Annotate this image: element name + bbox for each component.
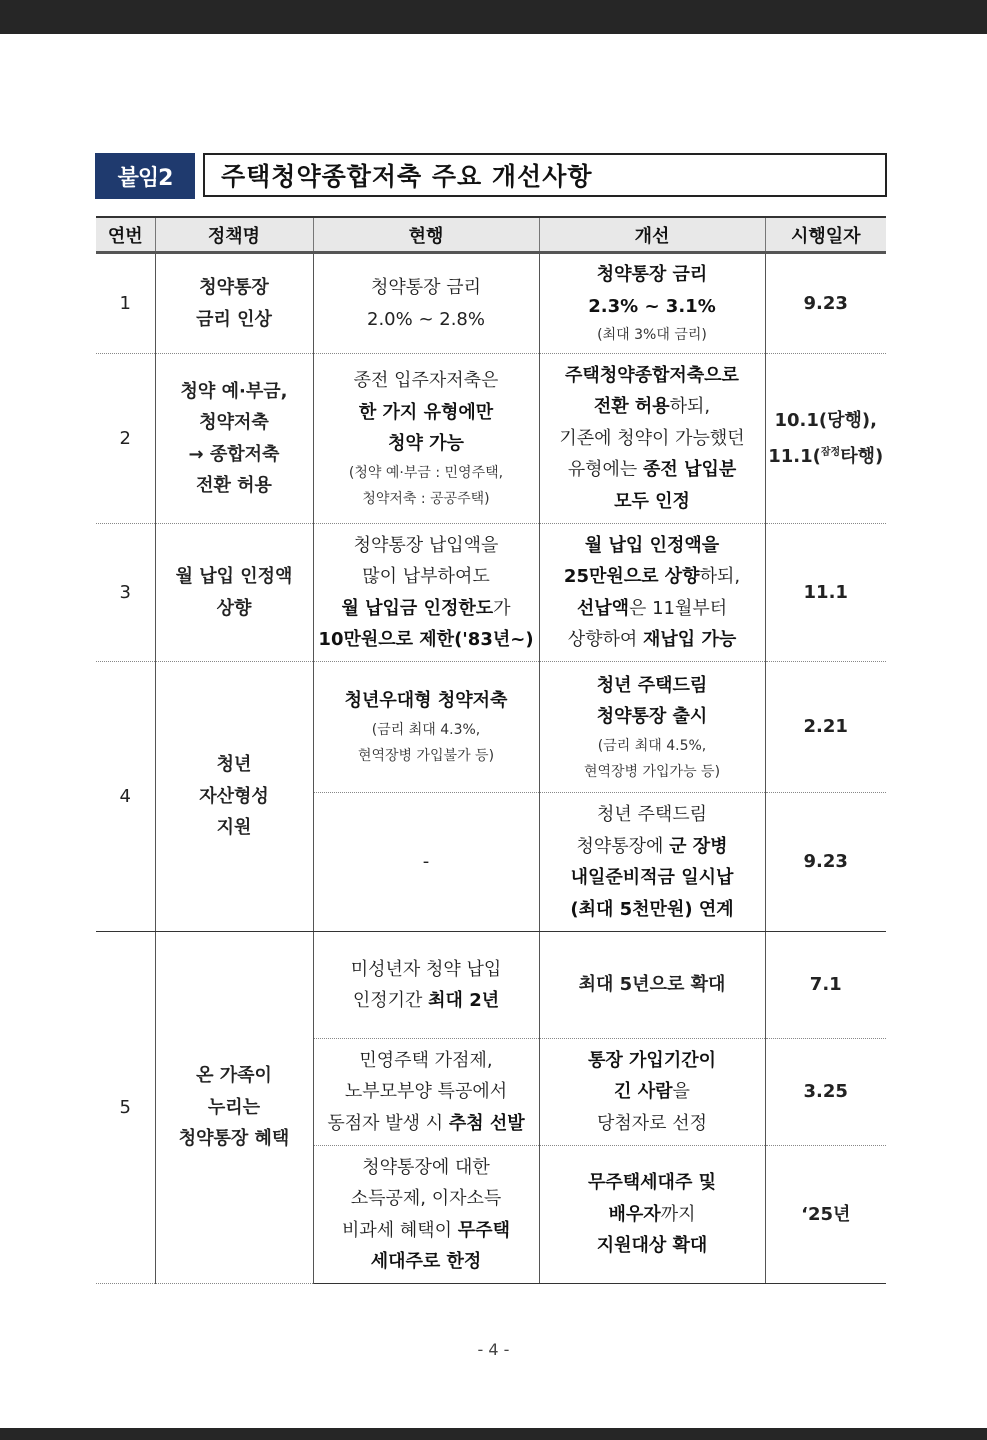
improved-text: 을	[672, 1081, 690, 1103]
row-number: 5	[96, 932, 155, 1284]
current-line: 청약통장 납입액을	[353, 534, 499, 556]
date-line	[768, 437, 885, 473]
improved-line: 2.3% ~ 3.1%	[588, 295, 716, 317]
improved-cell	[539, 354, 765, 524]
improved-cell	[539, 253, 765, 354]
improved-line: 지원대상 확대	[596, 1235, 708, 1257]
improved-note: (최대 3%대 금리)	[597, 327, 707, 343]
improved-emphasis: 25만원으로 상향	[563, 566, 700, 587]
attachment-badge: 붙임2	[95, 153, 195, 199]
improved-line: 모두 인정	[614, 490, 690, 512]
improved-line	[542, 391, 763, 423]
policy-line: → 종합저축	[188, 443, 280, 465]
date-text: 타행)	[840, 445, 884, 467]
current-line: 청약통장 금리	[370, 277, 482, 298]
current-cell	[313, 932, 539, 1039]
table-row	[96, 662, 886, 793]
policy-cell	[155, 354, 313, 524]
policy-line: 금리 인상	[196, 308, 272, 330]
current-text: 인정기간	[352, 990, 429, 1011]
current-cell	[313, 253, 539, 354]
improved-line	[542, 624, 763, 656]
date-superscript: 잠정	[820, 446, 841, 458]
policy-line: 누리는	[207, 1096, 261, 1118]
policy-line: 전환 허용	[196, 475, 272, 496]
improved-note: (금리 최대 4.5%,	[597, 737, 707, 754]
current-cell	[313, 1039, 539, 1146]
page-number: - 4 -	[477, 1340, 510, 1359]
improved-line: 청년 주택드림	[596, 804, 708, 825]
policy-cell	[155, 524, 313, 662]
date-cell: 9.23	[765, 253, 886, 354]
current-line	[316, 1215, 537, 1247]
header-improved: 개선	[539, 217, 765, 253]
date-cell: 7.1	[765, 932, 886, 1039]
row-number: 2	[96, 354, 155, 524]
improved-emphasis: 종전 납입분	[643, 459, 737, 481]
date-line: 10.1(당행),	[774, 410, 877, 431]
improved-note: 현역장병 가입가능 등)	[583, 763, 721, 780]
date-cell: 2.21	[765, 662, 886, 793]
current-text: 비과세 혜택이	[342, 1219, 458, 1241]
date-cell: 11.1	[765, 524, 886, 662]
improved-line: 내일준비적금 일시납	[570, 867, 734, 888]
policy-line: 청년	[216, 754, 252, 776]
current-cell	[313, 354, 539, 524]
current-note: 청약저축 : 공공주택)	[362, 490, 490, 507]
current-line: 세대주로 한정	[370, 1251, 482, 1272]
date-cell: ‘25년	[765, 1146, 886, 1284]
date-cell	[765, 354, 886, 524]
policy-line: 청약저축	[199, 412, 269, 433]
improved-line: 통장 가입기간이	[588, 1049, 716, 1071]
current-cell	[313, 524, 539, 662]
improved-text: 하되,	[669, 396, 711, 418]
table-row	[96, 524, 886, 662]
current-emphasis: 추첨 선발	[448, 1112, 525, 1134]
current-line: 소득공제, 이자소득	[350, 1188, 502, 1209]
current-emphasis: 무주택	[457, 1219, 510, 1241]
improved-text: 유형에는	[567, 459, 644, 481]
current-line: 미성년자 청약 납입	[350, 958, 502, 980]
current-emphasis: 월 납입금 인정한도	[341, 597, 494, 619]
improved-cell	[539, 1146, 765, 1284]
current-line: 청년우대형 청약저축	[344, 690, 508, 712]
current-line	[316, 985, 537, 1017]
current-cell: -	[313, 793, 539, 932]
current-line: 청약 가능	[388, 433, 464, 455]
improved-emphasis: 선납액	[576, 597, 629, 619]
improved-emphasis: 군 장병	[669, 835, 728, 857]
current-note: 현역장병 가입불가 등)	[357, 747, 495, 764]
policy-line: 자산형성	[199, 785, 269, 807]
policy-line: 청약통장 혜택	[178, 1128, 290, 1150]
improved-text: 까지	[660, 1203, 696, 1225]
improved-emphasis: 전환 허용	[593, 396, 670, 418]
policy-line: 월 납입 인정액	[175, 566, 293, 587]
improved-line	[542, 454, 763, 486]
row-number: 1	[96, 253, 155, 354]
current-cell	[313, 1146, 539, 1284]
improved-line: (최대 5천만원) 연계	[570, 898, 734, 920]
current-note: (청약 예·부금 : 민영주택,	[348, 464, 504, 481]
current-line: 2.0% ~ 2.8%	[367, 308, 485, 330]
table-row	[96, 354, 886, 524]
date-cell: 9.23	[765, 793, 886, 932]
table-row	[96, 932, 886, 1039]
current-line: 노부모부양 특공에서	[344, 1081, 508, 1103]
improved-emphasis: 배우자	[608, 1203, 661, 1225]
policy-line: 온 가족이	[196, 1065, 272, 1087]
current-line: 종전 입주자저축은	[353, 370, 499, 392]
policy-line: 상향	[216, 597, 252, 619]
policy-cell	[155, 253, 313, 354]
current-line	[316, 593, 537, 625]
improved-line: 무주택세대주 및	[588, 1172, 716, 1194]
table-row	[96, 253, 886, 354]
improved-emphasis: 재납입 가능	[643, 629, 737, 650]
current-line: 민영주택 가점제,	[359, 1049, 493, 1071]
improved-line	[542, 831, 763, 863]
improved-text: 상향하여	[567, 629, 644, 650]
top-bar	[0, 0, 987, 34]
improved-line: 청년 주택드림	[596, 674, 708, 696]
policy-line: 청약 예·부금,	[180, 380, 288, 402]
current-text: 가	[493, 597, 511, 619]
date-cell: 3.25	[765, 1039, 886, 1146]
page-title: 주택청약종합저축 주요 개선사항	[203, 153, 887, 197]
improved-line: 주택청약종합저축으로	[565, 364, 739, 386]
improved-line	[542, 561, 763, 593]
improved-emphasis: 긴 사람	[614, 1081, 673, 1103]
improved-line	[542, 593, 763, 625]
current-line: 한 가지 유형에만	[358, 401, 494, 423]
improved-line: 청약통장 출시	[596, 706, 708, 727]
bottom-bar	[0, 1428, 987, 1440]
policy-cell	[155, 932, 313, 1284]
improved-text: 청약통장에	[576, 835, 670, 857]
improved-line	[542, 1199, 763, 1231]
policy-line: 지원	[216, 817, 252, 839]
header-date: 시행일자	[765, 217, 886, 253]
header-no: 연번	[96, 217, 155, 253]
table-header-row	[96, 217, 886, 253]
current-emphasis: 최대 2년	[428, 990, 500, 1011]
current-line: 청약통장에 대한	[362, 1156, 490, 1178]
improved-text: 하되,	[699, 566, 741, 587]
improved-cell	[539, 662, 765, 793]
improved-line	[542, 1076, 763, 1108]
improved-cell: 최대 5년으로 확대	[539, 932, 765, 1039]
current-line: 10만원으로 제한('83년~)	[318, 629, 534, 650]
improved-line: 청약통장 금리	[596, 264, 708, 285]
current-line	[316, 1108, 537, 1140]
current-text: 동점자 발생 시	[327, 1112, 449, 1134]
improved-cell	[539, 793, 765, 932]
current-line: 많이 납부하여도	[362, 566, 490, 587]
title-row	[95, 153, 887, 199]
current-note: (금리 최대 4.3%,	[371, 721, 481, 738]
policy-line: 청약통장	[199, 277, 269, 298]
improved-line: 기존에 청약이 가능했던	[559, 427, 745, 449]
improved-line: 월 납입 인정액을	[584, 534, 720, 556]
improved-line: 당첨자로 선정	[596, 1112, 708, 1134]
date-text: 11.1(	[768, 445, 821, 467]
row-number: 4	[96, 662, 155, 932]
improved-text: 은 11월부터	[628, 597, 728, 619]
policy-cell	[155, 662, 313, 932]
improved-cell	[539, 524, 765, 662]
improved-cell	[539, 1039, 765, 1146]
header-policy: 정책명	[155, 217, 313, 253]
header-current: 현행	[313, 217, 539, 253]
row-number: 3	[96, 524, 155, 662]
current-cell	[313, 662, 539, 793]
improvement-table	[96, 216, 886, 1284]
